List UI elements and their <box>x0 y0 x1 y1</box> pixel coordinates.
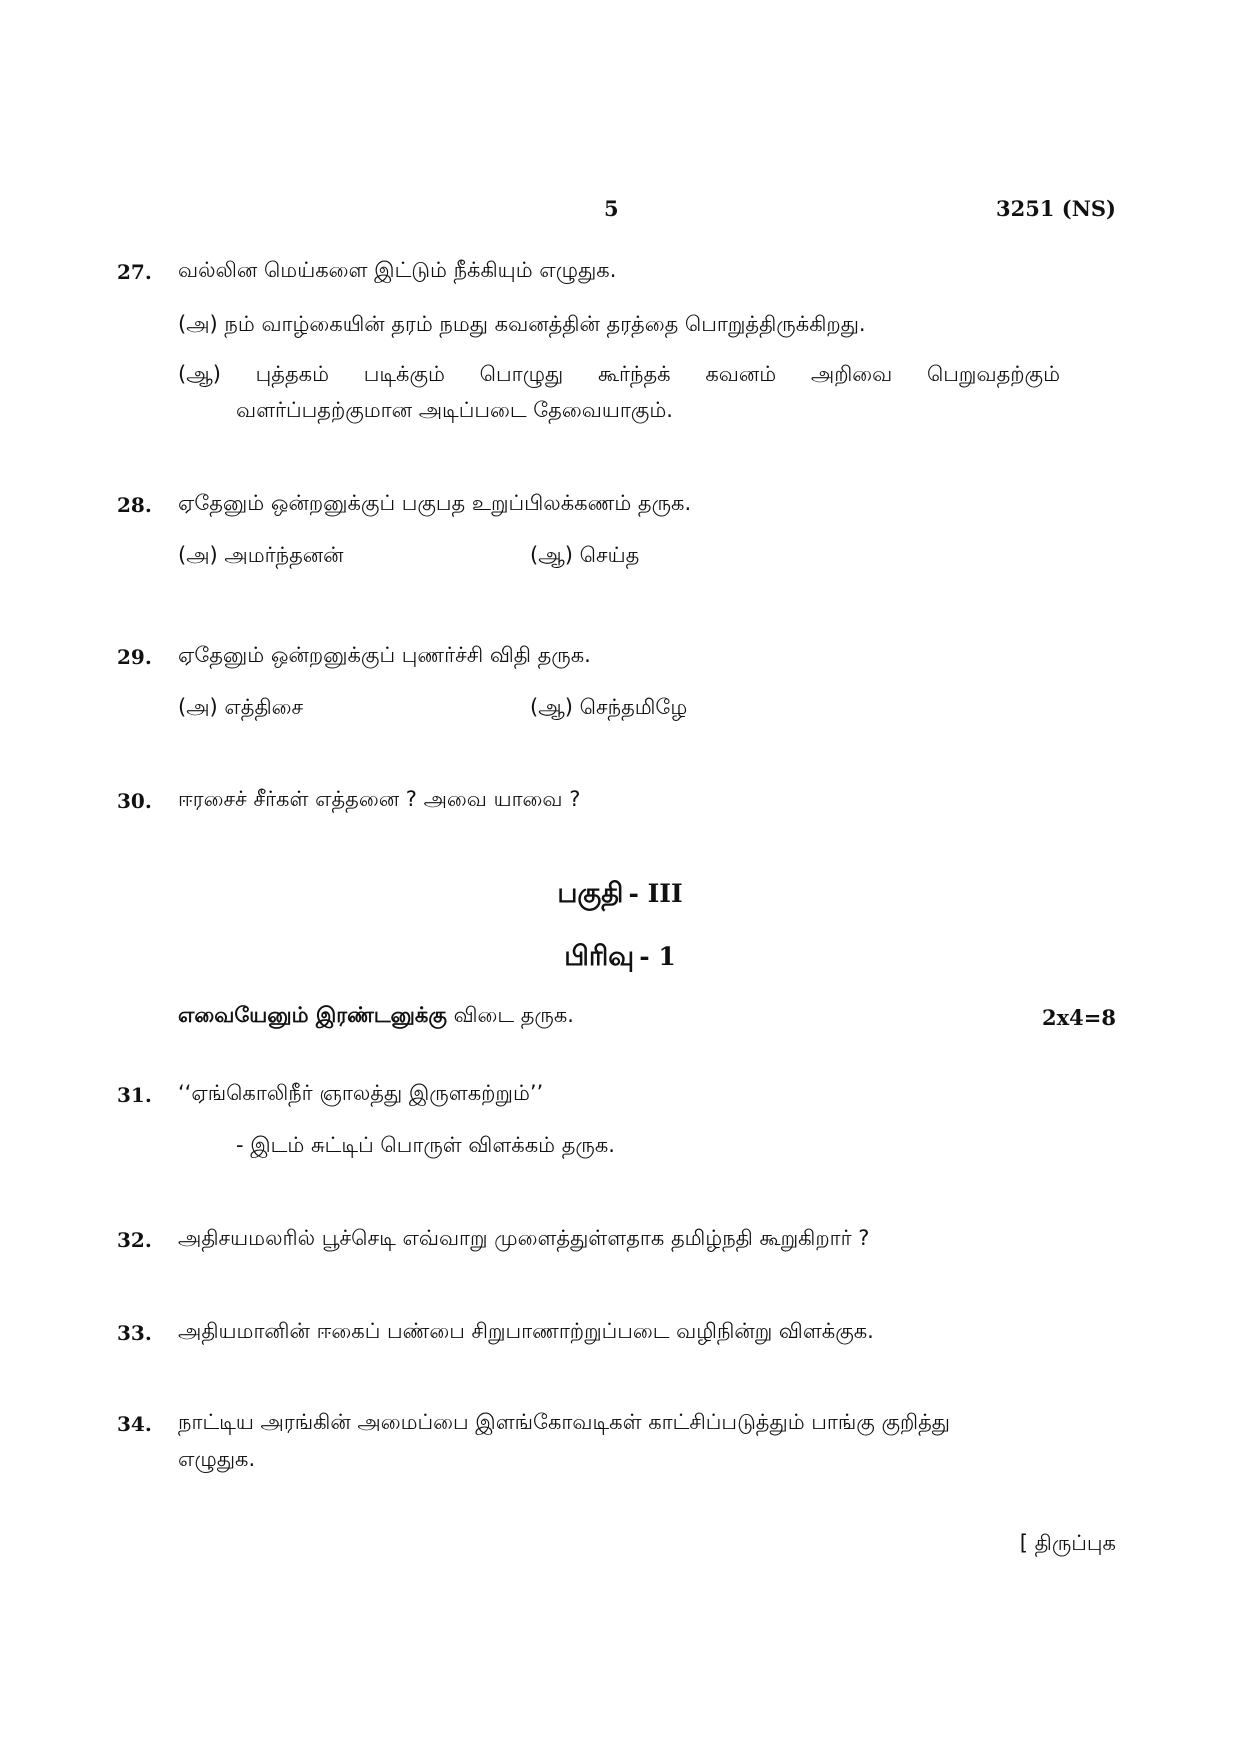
question-number: 30. <box>117 789 152 813</box>
option-b-continued: வளர்ப்பதற்குமான அடிப்படை தேவையாகும். <box>236 398 673 422</box>
question-text: ஏதேனும் ஒன்றனுக்குப் புணர்ச்சி விதி தருக. <box>178 643 591 667</box>
question-number: 28. <box>117 493 152 517</box>
option-b: (ஆ) செய்த <box>530 543 640 567</box>
section-instruction <box>178 1003 574 1030</box>
paper-code: 3251 (NS) <box>996 196 1116 221</box>
question-number: 32. <box>117 1228 152 1252</box>
question-text-continued: எழுதுக. <box>178 1447 256 1471</box>
question-number: 29. <box>117 645 152 669</box>
option-b: (ஆ) செந்தமிழே <box>530 695 688 719</box>
section-marks: 2x4=8 <box>1042 1005 1116 1030</box>
instruction-bold: எவையேனும் இரண்டனுக்கு <box>178 1003 447 1027</box>
question-quote: ‘‘ஏங்கொலிநீர் ஞாலத்து இருளகற்றும்’’ <box>178 1081 544 1105</box>
turn-over-note: [ திருப்புக <box>1019 1531 1116 1555</box>
question-number: 27. <box>117 260 152 284</box>
instruction-rest: விடை தருக. <box>453 1003 574 1027</box>
question-text: அதிசயமலரில் பூச்செடி எவ்வாறு முளைத்துள்ளதாக தமிழ்நதி கூறுகிறார் ? <box>178 1226 870 1250</box>
option-a: (அ) அமர்ந்தனன் <box>178 543 344 567</box>
division-word: பிரிவு <box>564 941 635 972</box>
division-heading <box>0 941 1240 976</box>
part-heading <box>0 878 1240 913</box>
question-number: 31. <box>117 1083 152 1107</box>
question-number: 33. <box>117 1321 152 1345</box>
question-text: ஈரசைச் சீர்கள் எத்தனை ? அவை யாவை ? <box>178 787 581 811</box>
question-text: வல்லின மெய்களை இட்டும் நீக்கியும் எழுதுக. <box>178 258 617 282</box>
part-numeral: - III <box>628 879 683 908</box>
question-text: நாட்டிய அரங்கின் அமைப்பை இளங்கோவடிகள் காட்சிப்படுத்தும் பாங்கு குறித்து <box>178 1410 950 1434</box>
question-text: ஏதேனும் ஒன்றனுக்குப் பகுபத உறுப்பிலக்கணம் தருக. <box>178 491 692 515</box>
option-b: (ஆ) புத்தகம் படிக்கும் பொழுது கூர்ந்தக் கவனம் அறிவை பெறுவதற்கும் <box>178 362 1060 386</box>
question-instruction: - இடம் சுட்டிப் பொருள் விளக்கம் தருக. <box>236 1133 615 1157</box>
option-a: (அ) எத்திசை <box>178 695 304 719</box>
question-number: 34. <box>117 1412 152 1436</box>
question-text: அதியமானின் ஈகைப் பண்பை சிறுபாணாற்றுப்படை வழிநின்று விளக்குக. <box>178 1319 874 1343</box>
division-numeral: - 1 <box>639 942 676 971</box>
option-a: (அ) நம் வாழ்கையின் தரம் நமது கவனத்தின் தரத்தை பொறுத்திருக்கிறது. <box>178 312 866 336</box>
page-number: 5 <box>604 196 619 221</box>
part-word: பகுதி <box>557 878 624 909</box>
